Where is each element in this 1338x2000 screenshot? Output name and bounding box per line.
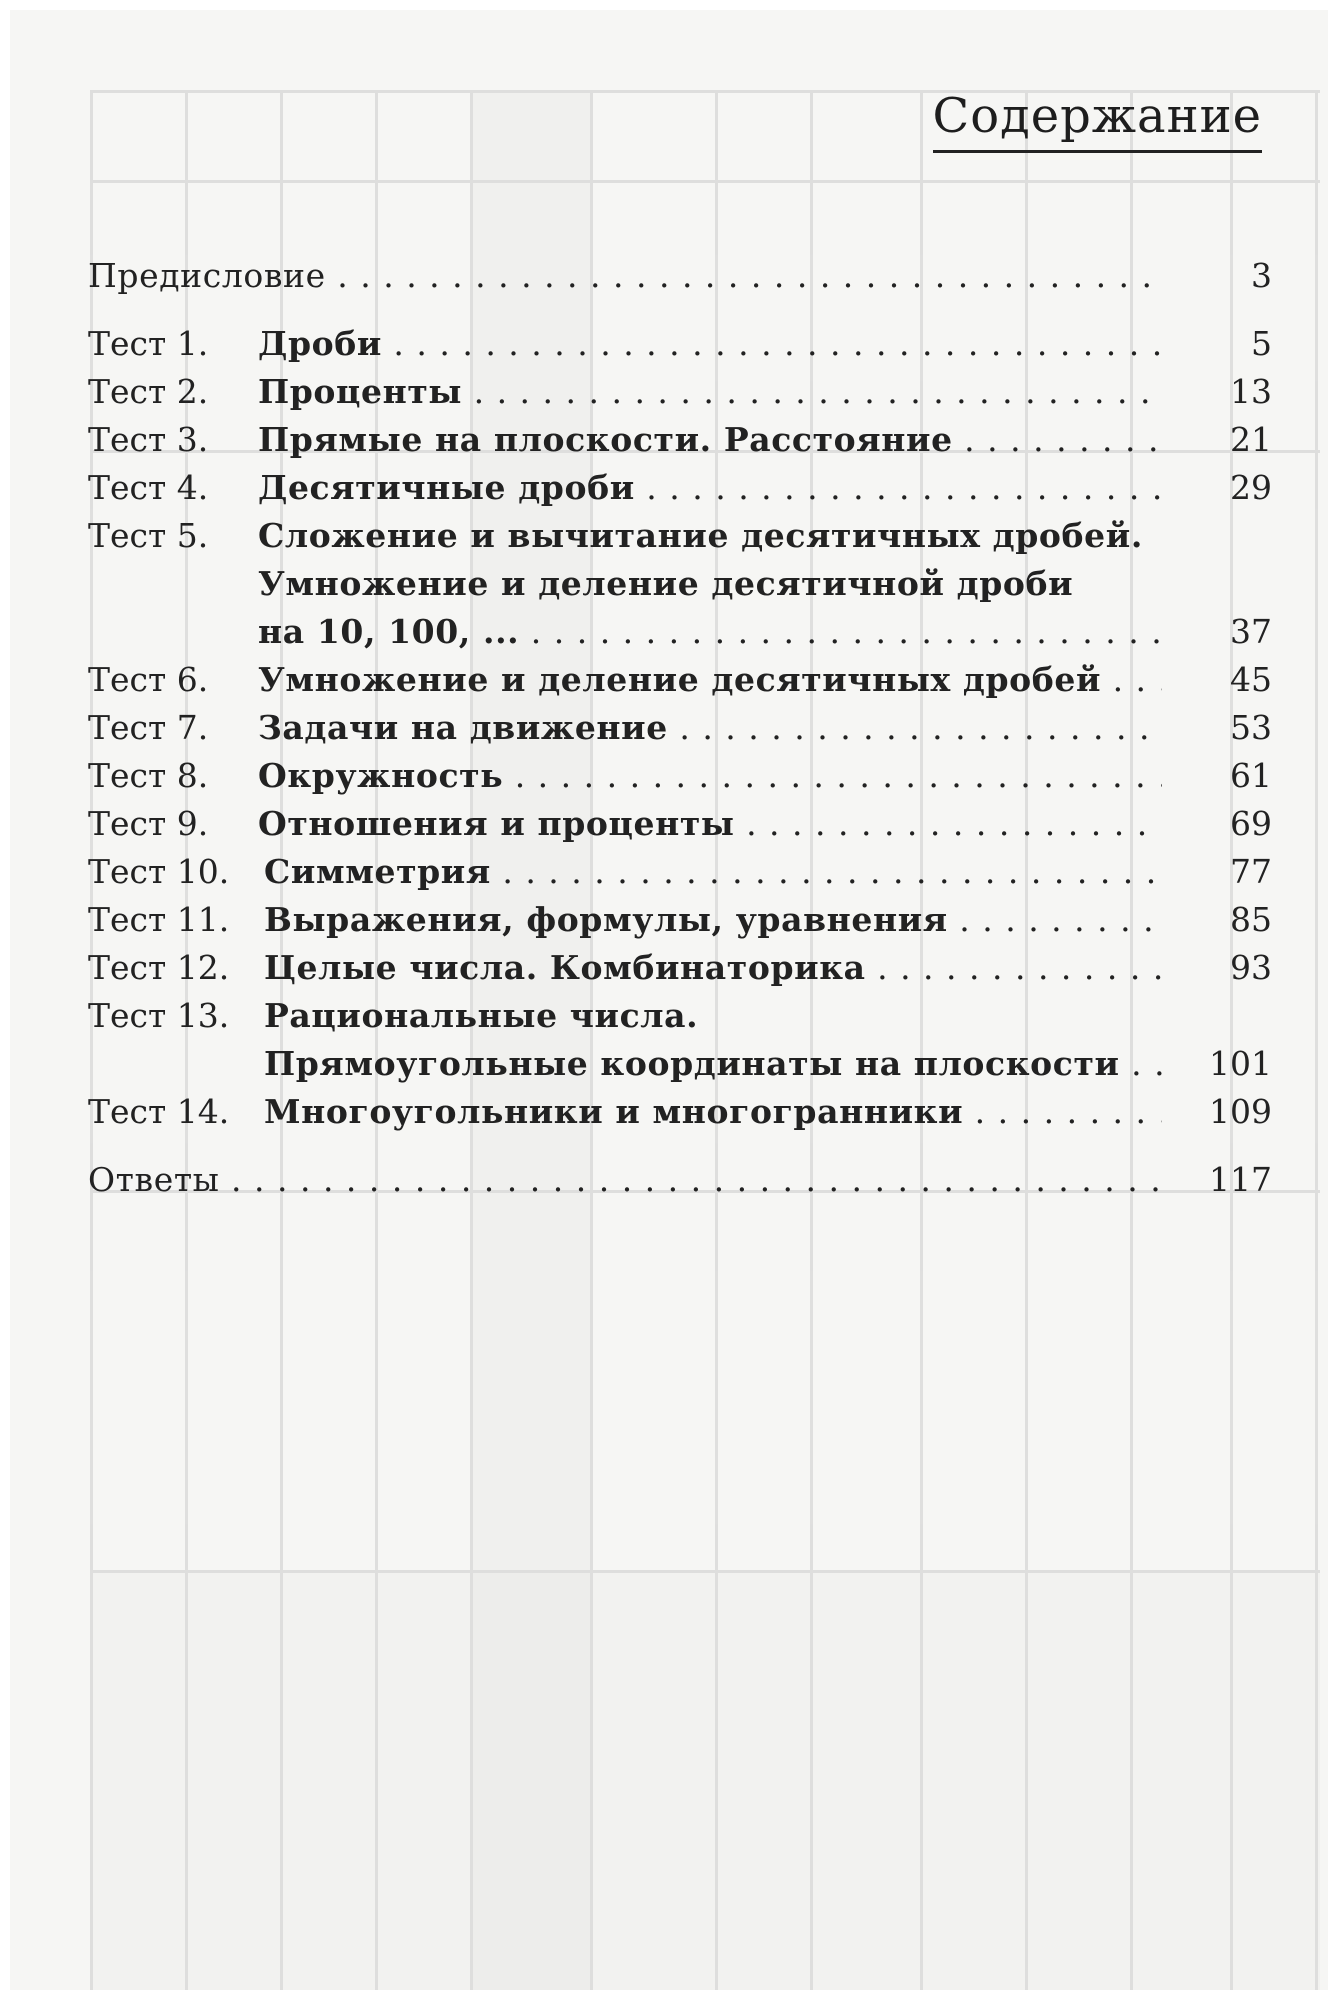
entry-title <box>258 608 1162 656</box>
entry-title <box>258 560 1162 608</box>
entry-title-text: Прямоугольные координаты на плоскости <box>264 1044 1120 1083</box>
toc-entry[interactable] <box>88 320 1272 368</box>
leader-dots <box>491 852 1162 891</box>
toc-entry[interactable] <box>88 992 1272 1040</box>
leader-dots <box>220 1160 1162 1199</box>
entry-title <box>264 848 1162 896</box>
leader-dots <box>326 256 1162 295</box>
test-number: Тест 12. <box>88 948 230 987</box>
test-number: Тест 2. <box>88 372 209 411</box>
page-number: 5 <box>1251 324 1272 363</box>
entry-title-text: Целые числа. Комбинаторика <box>264 948 866 987</box>
test-number: Тест 11. <box>88 900 230 939</box>
entry-title-text: Окружность <box>258 756 504 795</box>
test-number: Тест 4. <box>88 468 209 507</box>
entry-title <box>258 416 1162 464</box>
entry-title-text: на 10, 100, ... <box>258 612 520 651</box>
entry-title <box>258 800 1162 848</box>
test-number: Тест 3. <box>88 420 209 459</box>
test-number: Тест 5. <box>88 516 209 555</box>
entry-title <box>258 320 1162 368</box>
toc-entry[interactable] <box>88 252 1272 300</box>
toc-entry[interactable] <box>88 800 1272 848</box>
page-number: 29 <box>1230 468 1272 507</box>
leader-dots <box>668 708 1162 747</box>
entry-title <box>258 656 1162 704</box>
entry-title-text: Предисловие <box>88 256 326 295</box>
entry-title <box>88 1156 1162 1204</box>
leader-dots <box>953 420 1162 459</box>
entry-title-text: Выражения, формулы, уравнения <box>264 900 948 939</box>
entry-title <box>258 752 1162 800</box>
page-number: 77 <box>1230 852 1272 891</box>
page-number: 117 <box>1209 1160 1272 1199</box>
page-number: 109 <box>1209 1092 1272 1131</box>
page-number: 61 <box>1230 756 1272 795</box>
toc-entry[interactable] <box>88 608 1272 656</box>
toc-entry[interactable] <box>88 560 1272 608</box>
test-number: Тест 9. <box>88 804 209 843</box>
leader-dots <box>866 948 1162 987</box>
entry-title-text: Ответы <box>88 1160 220 1199</box>
toc-entry[interactable] <box>88 1156 1272 1204</box>
test-number: Тест 13. <box>88 996 230 1035</box>
entry-title-text: Сложение и вычитание десятичных дробей. <box>258 516 1143 555</box>
entry-title-text: Симметрия <box>264 852 491 891</box>
page-number: 37 <box>1230 612 1272 651</box>
entry-title <box>258 464 1162 512</box>
toc-entry[interactable] <box>88 512 1272 560</box>
leader-dots <box>382 324 1162 363</box>
leader-dots <box>1120 1044 1162 1083</box>
toc-entry[interactable] <box>88 896 1272 944</box>
entry-title <box>264 896 1162 944</box>
entry-title <box>258 704 1162 752</box>
test-number: Тест 1. <box>88 324 209 363</box>
entry-title <box>264 1088 1162 1136</box>
page-title: Содержание <box>933 88 1262 153</box>
entry-title <box>264 944 1162 992</box>
entry-title-text: Умножение и деление десятичной дроби <box>258 564 1074 603</box>
entry-title <box>258 512 1162 560</box>
entry-title-text: Рациональные числа. <box>264 996 699 1035</box>
toc-entry[interactable] <box>88 464 1272 512</box>
page-number: 69 <box>1230 804 1272 843</box>
test-number: Тест 14. <box>88 1092 230 1131</box>
entry-title-text: Проценты <box>258 372 463 411</box>
toc-entry[interactable] <box>88 704 1272 752</box>
entry-title-text: Умножение и деление десятичных дробей <box>258 660 1102 699</box>
leader-dots <box>948 900 1162 939</box>
entry-title <box>264 992 1162 1040</box>
toc-entry[interactable] <box>88 1040 1272 1088</box>
toc-entry[interactable] <box>88 944 1272 992</box>
leader-dots <box>519 612 1162 651</box>
page-number: 101 <box>1209 1044 1272 1083</box>
toc-entry[interactable] <box>88 416 1272 464</box>
entry-title <box>264 1040 1162 1088</box>
leader-dots <box>635 468 1162 507</box>
test-number: Тест 10. <box>88 852 230 891</box>
leader-dots <box>963 1092 1162 1131</box>
entry-title-text: Прямые на плоскости. Расстояние <box>258 420 953 459</box>
toc-entry[interactable] <box>88 368 1272 416</box>
test-number: Тест 7. <box>88 708 209 747</box>
toc-entry[interactable] <box>88 1088 1272 1136</box>
toc-entry[interactable] <box>88 848 1272 896</box>
page-number: 3 <box>1251 256 1272 295</box>
entry-title-text: Многоугольники и многогранники <box>264 1092 964 1131</box>
page-number: 85 <box>1230 900 1272 939</box>
page-number: 53 <box>1230 708 1272 747</box>
test-number: Тест 6. <box>88 660 209 699</box>
entry-title-text: Десятичные дроби <box>258 468 635 507</box>
leader-dots <box>462 372 1162 411</box>
entry-title-text: Дроби <box>258 324 382 363</box>
entry-title-text: Задачи на движение <box>258 708 668 747</box>
leader-dots <box>735 804 1162 843</box>
test-number: Тест 8. <box>88 756 209 795</box>
page-number: 93 <box>1230 948 1272 987</box>
toc-entry[interactable] <box>88 656 1272 704</box>
entry-title <box>88 252 1162 300</box>
page-number: 21 <box>1230 420 1272 459</box>
entry-title <box>258 368 1162 416</box>
page-number: 45 <box>1230 660 1272 699</box>
toc-entry[interactable] <box>88 752 1272 800</box>
leader-dots <box>1101 660 1162 699</box>
leader-dots <box>503 756 1162 795</box>
page-number: 13 <box>1230 372 1272 411</box>
entry-title-text: Отношения и проценты <box>258 804 735 843</box>
